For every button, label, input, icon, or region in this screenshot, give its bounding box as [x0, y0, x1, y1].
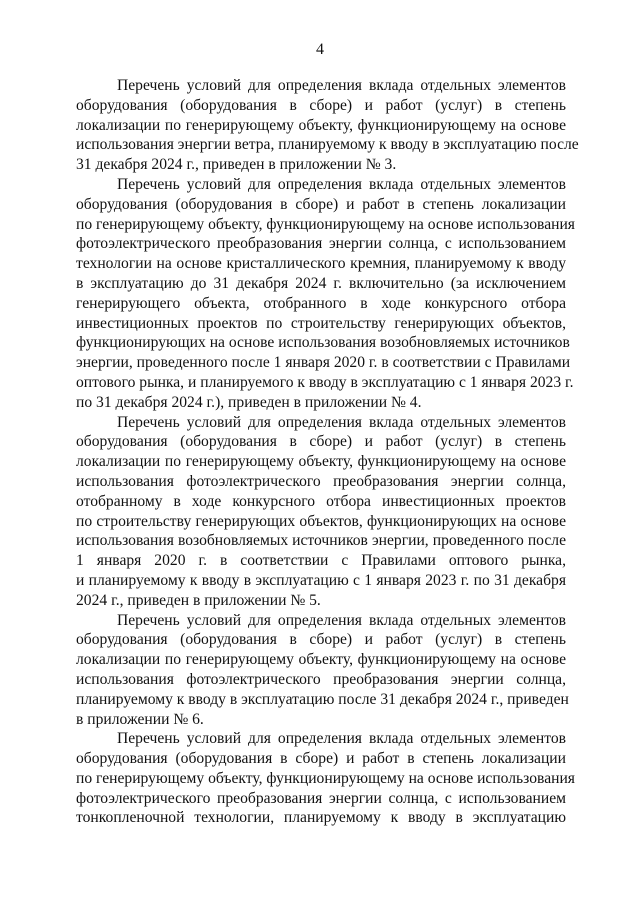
paragraph-line: Перечень условий для определения вклада отдельных элементов — [117, 611, 566, 629]
paragraph-line: Перечень условий для определения вклада отдельных элементов — [117, 730, 566, 748]
paragraph-line: оборудования (оборудования в сборе) и работ (услуг) в степень — [76, 631, 566, 649]
paragraph — [76, 611, 569, 730]
paragraph-line: планируемому к вводу в эксплуатацию после 31 декабря 2024 г., приведен — [76, 690, 569, 708]
paragraph-line: отобранному в ходе конкурсного отбора инвестиционных проектов — [76, 492, 566, 510]
paragraph-line: технологии на основе кристаллического кремния, планируемому к вводу — [76, 255, 566, 273]
paragraph — [76, 729, 575, 828]
paragraph-line: 1 января 2020 г. в соответствии с Правилами оптового рынка, — [76, 552, 566, 570]
paragraph-line: использования энергии ветра, планируемому к вводу в эксплуатацию после — [76, 136, 579, 154]
paragraph — [76, 413, 566, 611]
paragraph-line: 31 декабря 2024 г., приведен в приложении № 3. — [76, 156, 397, 174]
paragraph-line: оборудования (оборудования в сборе) и работ в степень локализации — [76, 750, 566, 768]
paragraph-line: Перечень условий для определения вклада отдельных элементов — [117, 413, 566, 431]
paragraph-line: функционирующих на основе использования возобновляемых источников — [76, 334, 570, 352]
paragraph-line: энергии, проведенного после 1 января 2020 г. в соответствии с Правилами — [76, 354, 571, 372]
paragraph — [76, 76, 579, 175]
paragraph-line: использования фотоэлектрического преобразования энергии солнца, — [76, 670, 566, 688]
paragraph-line: и планируемому к вводу в эксплуатацию с 1 января 2023 г. по 31 декабря — [76, 571, 566, 589]
paragraph-line: инвестиционных проектов по строительству генерирующих объектов, — [76, 314, 566, 332]
paragraph-line: фотоэлектрического преобразования энергии солнца, с использованием — [76, 789, 566, 807]
paragraph-line: использования фотоэлектрического преобразования энергии солнца, — [76, 472, 566, 490]
paragraph-line: тонкопленочной технологии, планируемому к вводу в эксплуатацию — [76, 809, 566, 827]
paragraph-line: по строительству генерирующих объектов, функционирующих на основе — [76, 512, 566, 530]
paragraph-line: 2024 г., приведен в приложении № 5. — [76, 591, 321, 609]
paragraph-line: оборудования (оборудования в сборе) и работ (услуг) в степень — [76, 96, 566, 114]
paragraph-line: оборудования (оборудования в сборе) и работ в степень локализации — [76, 195, 566, 213]
paragraph-line: оптового рынка, и планируемого к вводу в эксплуатацию с 1 января 2023 г. — [76, 373, 574, 391]
paragraph-line: Перечень условий для определения вклада отдельных элементов — [117, 77, 566, 94]
paragraph-line: Перечень условий для определения вклада отдельных элементов — [117, 175, 566, 193]
paragraph-line: по генерирующему объекту, функционирующему на основе использования — [76, 769, 575, 787]
page-number: 4 — [316, 41, 324, 58]
paragraph — [76, 175, 575, 413]
paragraph-line: в эксплуатацию до 31 декабря 2024 г. включительно (за исключением — [76, 274, 566, 292]
paragraph-line: использования возобновляемых источников энергии, проведенного после — [76, 532, 566, 550]
paragraph-line: оборудования (оборудования в сборе) и работ (услуг) в степень — [76, 433, 566, 451]
paragraph-line: в приложении № 6. — [76, 710, 204, 728]
paragraph-line: локализации по генерирующему объекту, функционирующему на основе — [76, 116, 566, 134]
paragraph-line: локализации по генерирующему объекту, функционирующему на основе — [76, 453, 566, 471]
paragraph-line: по генерирующему объекту, функционирующему на основе использования — [76, 215, 575, 233]
document-body — [76, 76, 579, 828]
paragraph-line: генерирующего объекта, отобранного в ходе конкурсного отбора — [76, 294, 566, 312]
paragraph-line: по 31 декабря 2024 г.), приведен в приложении № 4. — [76, 393, 422, 411]
paragraph-line: фотоэлектрического преобразования энергии солнца, с использованием — [76, 235, 566, 253]
paragraph-line: локализации по генерирующему объекту, функционирующему на основе — [76, 651, 566, 669]
